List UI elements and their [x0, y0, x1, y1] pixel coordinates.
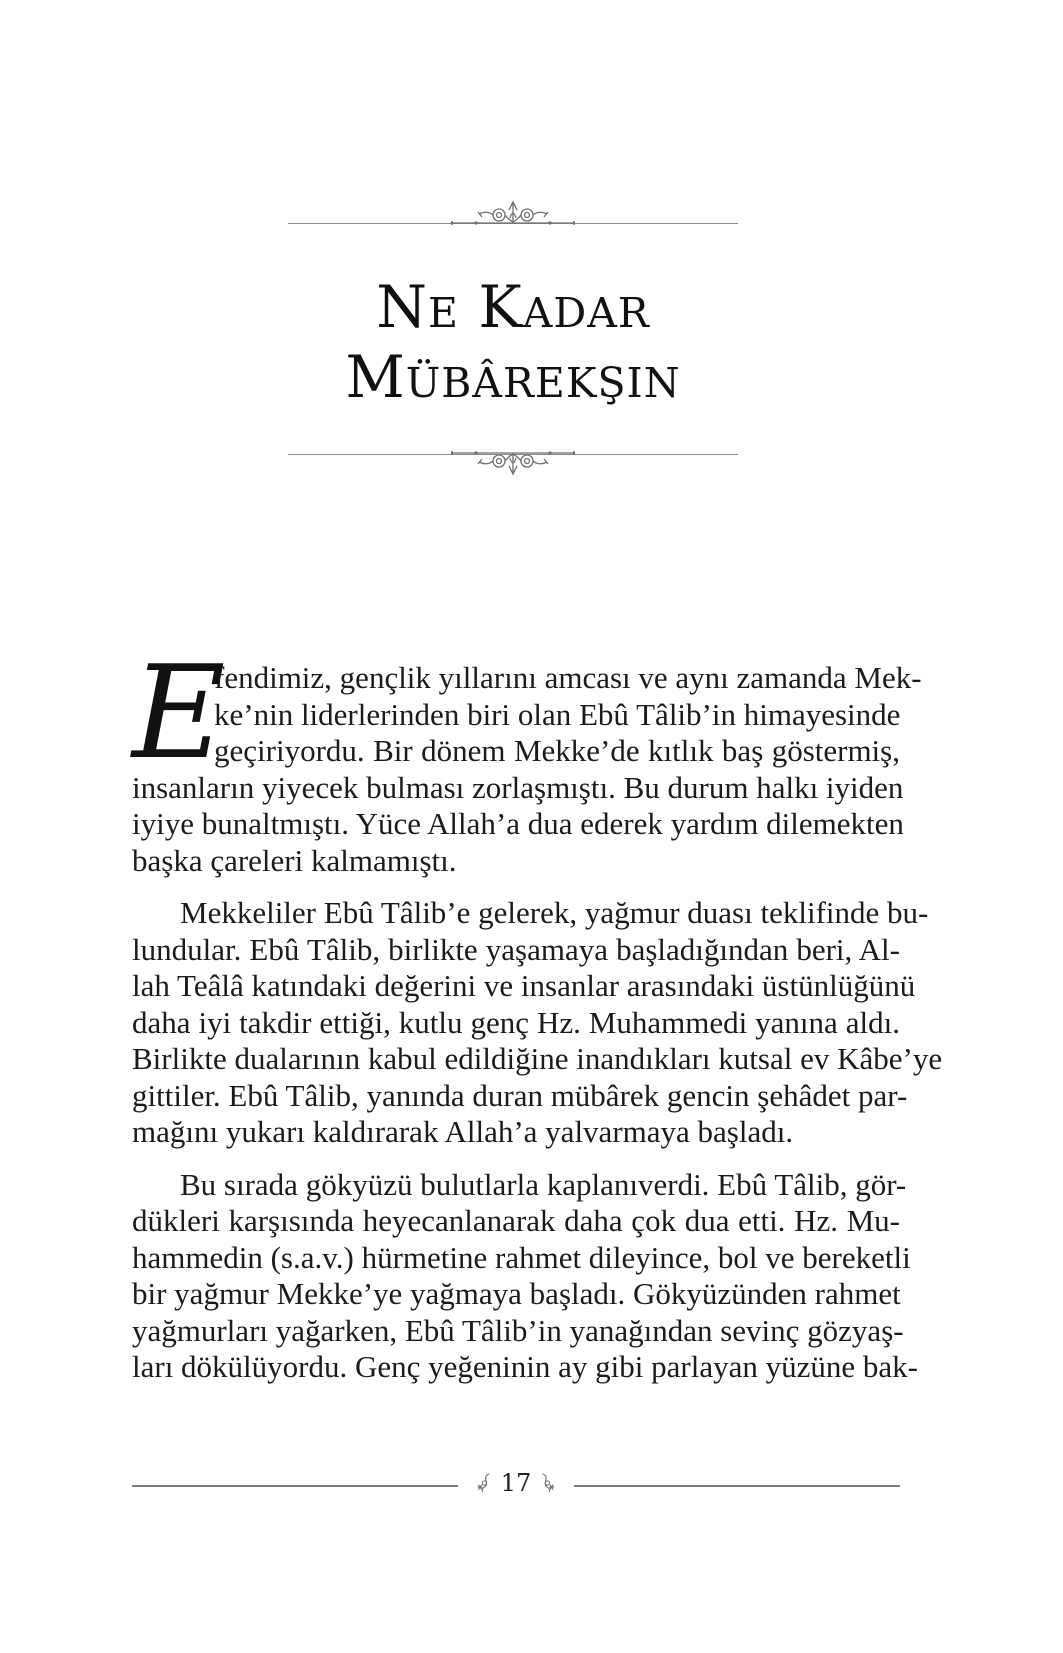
text-line: daha iyi takdir ettiği, kutlu genç Hz. Muhammedi yanına aldı.: [132, 1004, 900, 1040]
text-line: dükleri karşısında heyecanlanarak daha çok dua etti. Hz. Mu-: [132, 1203, 900, 1238]
chapter-title: [288, 273, 738, 420]
fleuron-ornament-icon: [451, 450, 575, 476]
text-line: yağmurları yağarken, Ebû Tâlib’in yanağından sevinç gözyaş-: [132, 1312, 904, 1348]
text-line: geçiriyordu. Bir dönem Mekke’de kıtlık baş göstermiş,: [214, 733, 900, 768]
text-line: Birlikte dualarının kabul edildiğine inandıkları kutsal ev Kâbe’ye: [132, 1041, 943, 1076]
chapter-title-block: [288, 200, 738, 478]
bottom-ornament-rule: [288, 450, 738, 478]
chapter-title-line-1: Ne Kadar: [376, 273, 650, 341]
paragraph-3: [132, 1166, 918, 1386]
text-line: fendimiz, gençlik yıllarını amcası ve aynı zamanda Mek-: [214, 660, 922, 695]
left-flourish-icon: [476, 1470, 493, 1496]
drop-cap: E: [132, 639, 226, 788]
paragraph-1: [132, 639, 922, 879]
top-ornament-rule: [288, 200, 738, 228]
text-line: ke’nin liderlerinden biri olan Ebû Tâlib’in himayesinde: [214, 696, 901, 732]
page-number: 17: [500, 1469, 532, 1497]
body-text: [132, 639, 943, 1402]
page-footer: [132, 1468, 900, 1498]
footer-rule-right: [574, 1485, 900, 1487]
folio: [476, 1468, 556, 1498]
text-line: lundular. Ebû Tâlib, birlikte yaşamaya başladığından beri, Al-: [132, 931, 900, 967]
text-line: Bu sırada gökyüzü bulutlarla kaplanıverdi. Ebû Tâlib, gör-: [180, 1166, 907, 1202]
paragraph-2: [132, 895, 943, 1151]
fleuron-ornament-icon: [451, 200, 575, 226]
footer-rule-left: [132, 1485, 458, 1487]
text-line: hammedin (s.a.v.) hürmetine rahmet dileyince, bol ve bereketli: [132, 1239, 911, 1275]
right-flourish-icon: [539, 1470, 556, 1496]
text-line: Mekkeliler Ebû Tâlib’e gelerek, yağmur duası teklifinde bu-: [180, 895, 929, 930]
text-line: başka çareleri kalmamıştı.: [132, 842, 457, 878]
text-line: ları dökülüyordu. Genç yeğeninin ay gibi parlayan yüzüne bak-: [132, 1349, 918, 1384]
chapter-title-line-2: Mübârekşin: [345, 343, 681, 411]
text-line: bir yağmur Mekke’ye yağmaya başladı. Gökyüzünden rahmet: [132, 1276, 901, 1311]
text-line: mağını yukarı kaldırarak Allah’a yalvarmaya başladı.: [132, 1114, 794, 1149]
text-line: insanların yiyecek bulması zorlaşmıştı. Bu durum halkı iyiden: [132, 769, 904, 805]
text-line: iyiye bunaltmıştı. Yüce Allah’a dua ederek yardım dilemekten: [132, 806, 904, 841]
text-line: gittiler. Ebû Tâlib, yanında duran mübârek gencin şehâdet par-: [132, 1077, 908, 1113]
text-line: lah Teâlâ katındaki değerini ve insanlar arasındaki üstünlüğünü: [132, 968, 916, 1003]
